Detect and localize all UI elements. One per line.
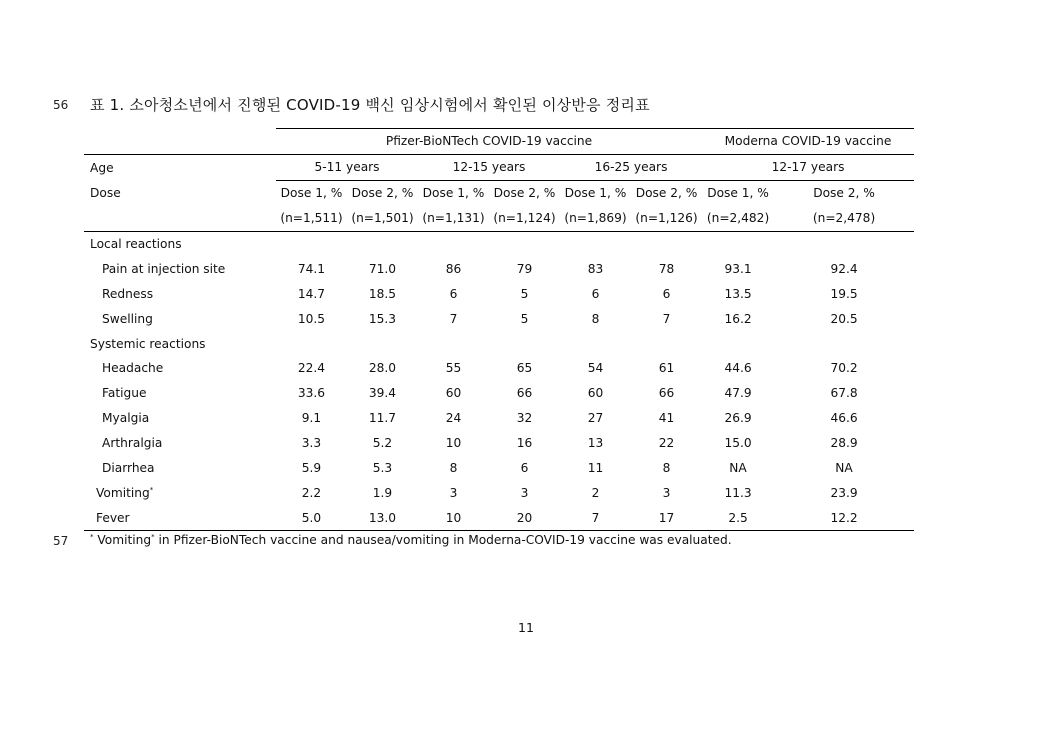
- table-cell: 28.9: [830, 436, 858, 451]
- dose-header: Dose 2, %: [489, 180, 560, 205]
- table-cell: 3: [662, 485, 671, 500]
- age-header: 12-15 years: [418, 154, 560, 180]
- dose-header: Dose 1, %: [276, 180, 347, 205]
- table-cell: 15.0: [724, 436, 752, 451]
- table-cell: 6: [662, 286, 671, 301]
- table-cell: 93.1: [724, 261, 752, 276]
- table-cell: 6: [449, 286, 458, 301]
- n-header: (n=1,131): [418, 206, 489, 231]
- table-cell: 3: [449, 485, 458, 500]
- table-cell: NA: [729, 461, 747, 476]
- n-header: (n=1,869): [560, 206, 631, 231]
- table-cell: 67.8: [830, 386, 858, 401]
- table-cell: 8: [591, 311, 600, 326]
- dose-header: Dose 2, %: [347, 180, 418, 205]
- age-header: 12-17 years: [702, 154, 914, 180]
- table-cell: 54: [587, 361, 604, 376]
- table-cell: 71.0: [368, 261, 397, 276]
- table-row: [84, 356, 914, 381]
- table-cell: 8: [662, 461, 671, 476]
- table-cell: 5.0: [276, 505, 347, 530]
- footnote-mark: *: [149, 485, 154, 494]
- row-label: Fever: [84, 505, 276, 530]
- n-header: (n=1,124): [489, 206, 560, 231]
- table-cell: 2.5: [702, 505, 774, 530]
- table-cell: 13.5: [724, 286, 752, 301]
- table-cell: 46.6: [830, 411, 858, 426]
- table-cell: 5: [520, 311, 529, 326]
- n-header: (n=1,501): [347, 206, 418, 231]
- table-cell: 22: [658, 436, 675, 451]
- footnote-mark: *: [90, 532, 94, 541]
- footnote-text: in Pfizer-BioNTech vaccine and nausea/vomiting in Moderna-COVID-19 vaccine was evaluated.: [154, 533, 732, 547]
- table-cell: 5: [520, 286, 529, 301]
- table-cell: 8: [449, 461, 458, 476]
- line-number: 56: [53, 98, 69, 112]
- table-row: [84, 431, 914, 456]
- table-cell: 70.2: [830, 361, 858, 376]
- row-label: Redness: [102, 286, 154, 301]
- age-header: 5-11 years: [276, 154, 418, 180]
- table-cell: 5.3: [372, 461, 393, 476]
- row-label: Headache: [102, 361, 164, 376]
- table-cell: 10.5: [297, 311, 326, 326]
- dose-label: Dose: [90, 185, 121, 200]
- header-row-vaccine: [84, 129, 914, 155]
- line-number: 57: [53, 534, 69, 548]
- table-cell: 66: [658, 386, 675, 401]
- table-cell: 92.4: [830, 261, 858, 276]
- table-row: [84, 281, 914, 306]
- table-cell: 32: [516, 411, 533, 426]
- dose-header: Dose 2, %: [774, 180, 914, 205]
- adverse-reactions-table: [84, 128, 914, 531]
- table-title: 표 1. 소아청소년에서 진행된 COVID-19 백신 임상시험에서 확인된 이상반응 정리표: [90, 96, 650, 114]
- table-cell: 20.5: [830, 311, 858, 326]
- row-label: Diarrhea: [102, 461, 155, 476]
- table-cell: 14.7: [297, 286, 326, 301]
- moderna-group-header: Moderna COVID-19 vaccine: [702, 129, 914, 155]
- table-cell: 27: [587, 411, 604, 426]
- table-cell: 74.1: [297, 261, 326, 276]
- table-cell: 83: [587, 261, 604, 276]
- footnote-word-mark: *: [151, 532, 155, 541]
- n-header: (n=2,482): [702, 206, 774, 231]
- table-cell: 66: [516, 386, 533, 401]
- table-cell: 61: [658, 361, 675, 376]
- table-cell: 7: [662, 311, 671, 326]
- table-cell: 19.5: [830, 286, 858, 301]
- table-cell: 10: [445, 436, 462, 451]
- table-cell: 41: [658, 411, 675, 426]
- table-cell: 7: [449, 311, 458, 326]
- table-cell: 26.9: [724, 411, 752, 426]
- table-cell: 16: [516, 436, 533, 451]
- n-header: (n=1,511): [276, 206, 347, 231]
- dose-header: Dose 2, %: [631, 180, 702, 205]
- dose-header: Dose 1, %: [418, 180, 489, 205]
- table-cell: 28.0: [368, 361, 397, 376]
- dose-header: Dose 1, %: [702, 180, 774, 205]
- table-cell: 16.2: [724, 311, 752, 326]
- table-cell: 11.3: [724, 485, 752, 500]
- pfizer-group-header: Pfizer-BioNTech COVID-19 vaccine: [276, 129, 702, 155]
- section-row-local: [84, 231, 914, 256]
- section-label: Local reactions: [90, 237, 182, 251]
- table-cell: 44.6: [724, 361, 752, 376]
- table-cell: 7: [560, 505, 631, 530]
- table-cell: 13: [587, 436, 604, 451]
- section-label: Systemic reactions: [90, 336, 206, 351]
- age-header: 16-25 years: [560, 154, 702, 180]
- table-cell: 79: [516, 261, 533, 276]
- table-cell: 6: [591, 286, 600, 301]
- table-cell: 20: [489, 505, 560, 530]
- row-label: Pain at injection site: [102, 261, 226, 276]
- row-label: Swelling: [102, 311, 153, 326]
- table-cell: 6: [520, 461, 529, 476]
- table-cell: NA: [835, 461, 853, 476]
- section-row-systemic: [84, 331, 914, 356]
- table-cell: 3: [520, 485, 529, 500]
- table-cell: 55: [445, 361, 462, 376]
- table-cell: 11: [587, 461, 604, 476]
- table-row: [84, 505, 914, 530]
- table-cell: 86: [445, 261, 462, 276]
- table-cell: 1.9: [372, 485, 393, 500]
- table-row: [84, 406, 914, 431]
- footnote: [90, 533, 732, 547]
- table-row: [84, 381, 914, 406]
- table-row: [84, 306, 914, 331]
- table-row: [84, 456, 914, 481]
- page-number: 11: [518, 620, 534, 635]
- table-row: [84, 480, 914, 505]
- table-cell: 9.1: [301, 411, 322, 426]
- table-cell: 2: [591, 485, 600, 500]
- table-cell: 15.3: [368, 311, 397, 326]
- dose-header: Dose 1, %: [560, 180, 631, 205]
- table-cell: 23.9: [830, 485, 858, 500]
- table-cell: 24: [445, 411, 462, 426]
- table-cell: 12.2: [774, 505, 914, 530]
- header-row-n: [84, 206, 914, 231]
- n-header: (n=2,478): [774, 206, 914, 231]
- row-label: Myalgia: [102, 411, 150, 426]
- header-row-age: [84, 154, 914, 180]
- table-cell: 60: [445, 386, 462, 401]
- table-cell: 65: [516, 361, 533, 376]
- table-cell: 3.3: [301, 436, 322, 451]
- row-label: Arthralgia: [102, 436, 163, 451]
- table-row: [84, 256, 914, 281]
- age-label: Age: [84, 154, 276, 180]
- row-label: Fatigue: [102, 386, 147, 401]
- footnote-word: Vomiting: [97, 533, 152, 547]
- table-cell: 47.9: [724, 386, 752, 401]
- header-row-dose: [84, 180, 914, 205]
- table-cell: 2.2: [301, 485, 322, 500]
- table-cell: 11.7: [368, 411, 397, 426]
- table-cell: 60: [587, 386, 604, 401]
- n-header: (n=1,126): [631, 206, 702, 231]
- table-cell: 18.5: [368, 286, 397, 301]
- table-cell: 33.6: [297, 386, 326, 401]
- table-cell: 13.0: [347, 505, 418, 530]
- table-cell: 5.9: [301, 461, 322, 476]
- table-cell: 5.2: [372, 436, 393, 451]
- table-cell: 22.4: [297, 361, 326, 376]
- table-cell: 78: [658, 261, 675, 276]
- row-label: Vomiting*: [96, 485, 154, 500]
- table-cell: 39.4: [368, 386, 397, 401]
- table-cell: 17: [631, 505, 702, 530]
- table-cell: 10: [418, 505, 489, 530]
